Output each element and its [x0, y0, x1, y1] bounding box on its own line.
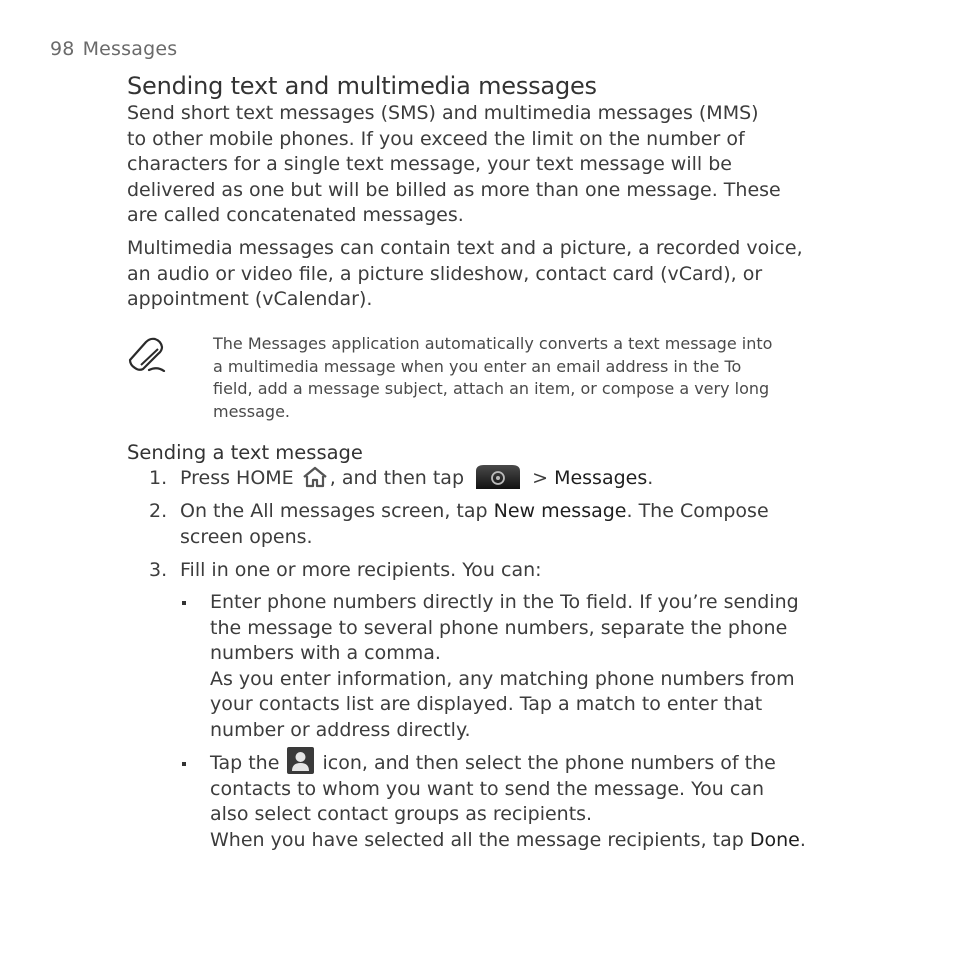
text-line: delivered as one but will be billed as more than one message. These	[127, 178, 781, 201]
note-line: The Messages application automatically converts a text message into	[213, 334, 773, 353]
step-number: 1.	[149, 467, 168, 489]
text-line: appointment (vCalendar).	[127, 288, 373, 310]
step-text-fragment: .	[647, 467, 654, 489]
note-line: a multimedia message when you enter an email address in the To	[213, 356, 742, 376]
text-fragment: icon, and then select the phone numbers of the	[316, 752, 776, 774]
text-line: the message to several phone numbers, separate the phone	[210, 616, 788, 639]
bullet-text	[210, 590, 799, 743]
intro-paragraph	[127, 101, 867, 229]
running-header	[50, 38, 177, 60]
step-number: 3.	[149, 559, 168, 581]
page-number: 98	[50, 38, 75, 60]
text-line: also select contact groups as recipients.	[210, 803, 593, 825]
bullet-marker	[182, 762, 186, 766]
text-line: Enter phone numbers directly in the To field. If you’re sending	[210, 591, 799, 613]
text-fragment: .	[799, 828, 806, 851]
step-text: Fill in one or more recipients. You can:	[180, 559, 542, 581]
note-line: field, add a message subject, attach an item, or compose a very long	[213, 379, 770, 398]
section-subheading: Sending a text message	[127, 441, 363, 464]
text-line: an audio or video file, a picture slideshow, contact card (vCard), or	[127, 262, 763, 285]
messages-label: Messages	[554, 467, 648, 489]
page-title: Sending text and multimedia messages	[127, 72, 597, 100]
step-text-fragment: Press HOME	[180, 467, 300, 489]
section-name: Messages	[82, 38, 178, 60]
people-icon	[287, 747, 314, 774]
step-text-fragment: , and then tap	[329, 467, 471, 489]
step-text	[180, 499, 769, 550]
text-line: Multimedia messages can contain text and a picture, a recorded voice,	[127, 237, 803, 259]
step-number: 2.	[149, 500, 168, 522]
step-text	[180, 466, 653, 492]
bullet-text	[210, 751, 806, 853]
note-line: message.	[213, 401, 290, 421]
text-line: Send short text messages (SMS) and multimedia messages (MMS)	[127, 102, 759, 124]
step-text-fragment: . The Compose	[626, 500, 769, 522]
text-line: your contacts list are displayed. Tap a match to enter that	[210, 693, 763, 715]
note-text	[213, 333, 772, 423]
text-line: number or address directly.	[210, 718, 471, 741]
text-line: characters for a single text message, your text message will be	[127, 153, 732, 175]
all-apps-icon	[474, 463, 522, 489]
new-message-label: New message	[493, 500, 627, 522]
bullet-marker	[182, 601, 186, 605]
done-label: Done	[749, 828, 800, 851]
mms-paragraph	[127, 236, 867, 313]
step-text-fragment: >	[526, 467, 555, 489]
home-icon	[302, 466, 328, 488]
text-line: As you enter information, any matching phone numbers from	[210, 667, 795, 690]
note-pencil-icon	[127, 336, 167, 372]
text-fragment: Tap the	[210, 752, 286, 774]
text-fragment: When you have selected all the message recipients, tap	[210, 828, 750, 851]
text-line: to other mobile phones. If you exceed the limit on the number of	[127, 127, 745, 150]
step-text-fragment: screen opens.	[180, 525, 313, 548]
text-line: numbers with a comma.	[210, 642, 441, 664]
text-line: contacts to whom you want to send the message. You can	[210, 777, 765, 800]
text-line: are called concatenated messages.	[127, 204, 464, 226]
step-text-fragment: On the All messages screen, tap	[180, 500, 494, 522]
